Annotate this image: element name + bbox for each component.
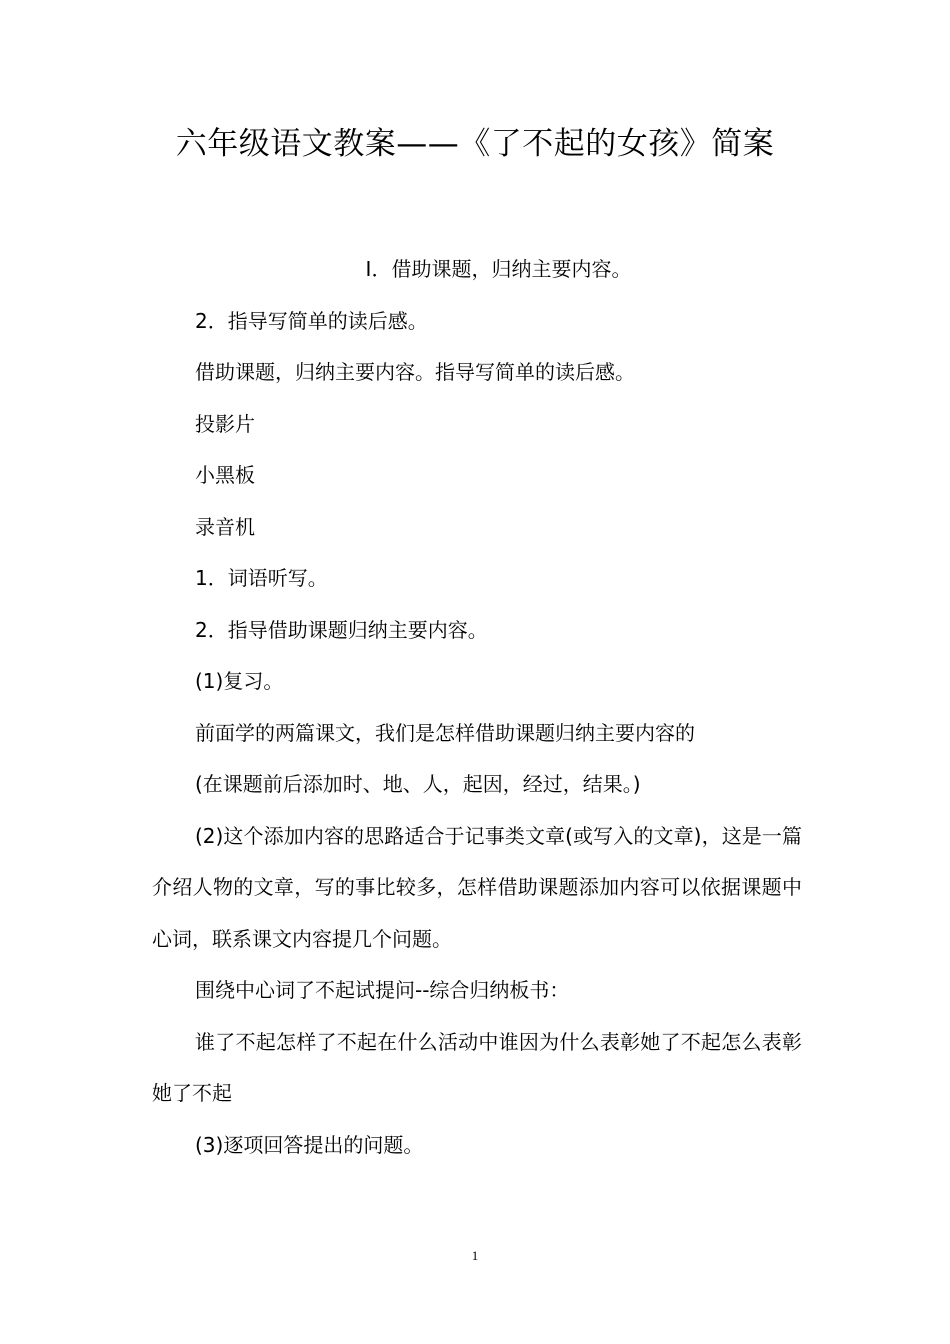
substep-1-review: (1)复习。 — [195, 669, 284, 693]
objective-1: I．借助课题，归纳主要内容。 — [365, 257, 632, 281]
board-writing-intro: 围绕中心词了不起试提问--综合归纳板书： — [195, 978, 570, 1002]
document-title: 六年级语文教案——《了不起的女孩》简案 — [175, 126, 775, 162]
material-projector-slides: 投影片 — [195, 411, 255, 436]
key-points: 借助课题，归纳主要内容。指导写简单的读后感。 — [195, 360, 635, 384]
review-answer: (在课题前后添加时、地、人，起因，经过，结果。) — [195, 772, 641, 796]
material-tape-recorder: 录音机 — [195, 514, 255, 539]
step-2-summarize: 2．指导借助课题归纳主要内容。 — [195, 617, 488, 642]
board-writing-questions: 谁了不起怎样了不起在什么活动中谁因为什么表彰她了不起怎么表彰她了不起 — [152, 1029, 802, 1105]
document-body — [152, 244, 802, 1171]
page-number: 1 — [471, 1248, 479, 1263]
step-1-dictation: 1．词语听写。 — [195, 566, 328, 590]
substep-3-answer: (3)逐项回答提出的问题。 — [195, 1132, 424, 1157]
objective-2: 2．指导写简单的读后感。 — [195, 308, 428, 333]
substep-2-approach: (2)这个添加内容的思路适合于记事类文章(或写入的文章)，这是一篇介绍人物的文章，写的事比较多，怎样借助课题添加内容可以依据课题中心词，联系课文内容提几个问题。 — [152, 823, 802, 951]
review-question: 前面学的两篇课文，我们是怎样借助课题归纳主要内容的 — [195, 720, 695, 745]
material-small-blackboard: 小黑板 — [195, 463, 255, 487]
